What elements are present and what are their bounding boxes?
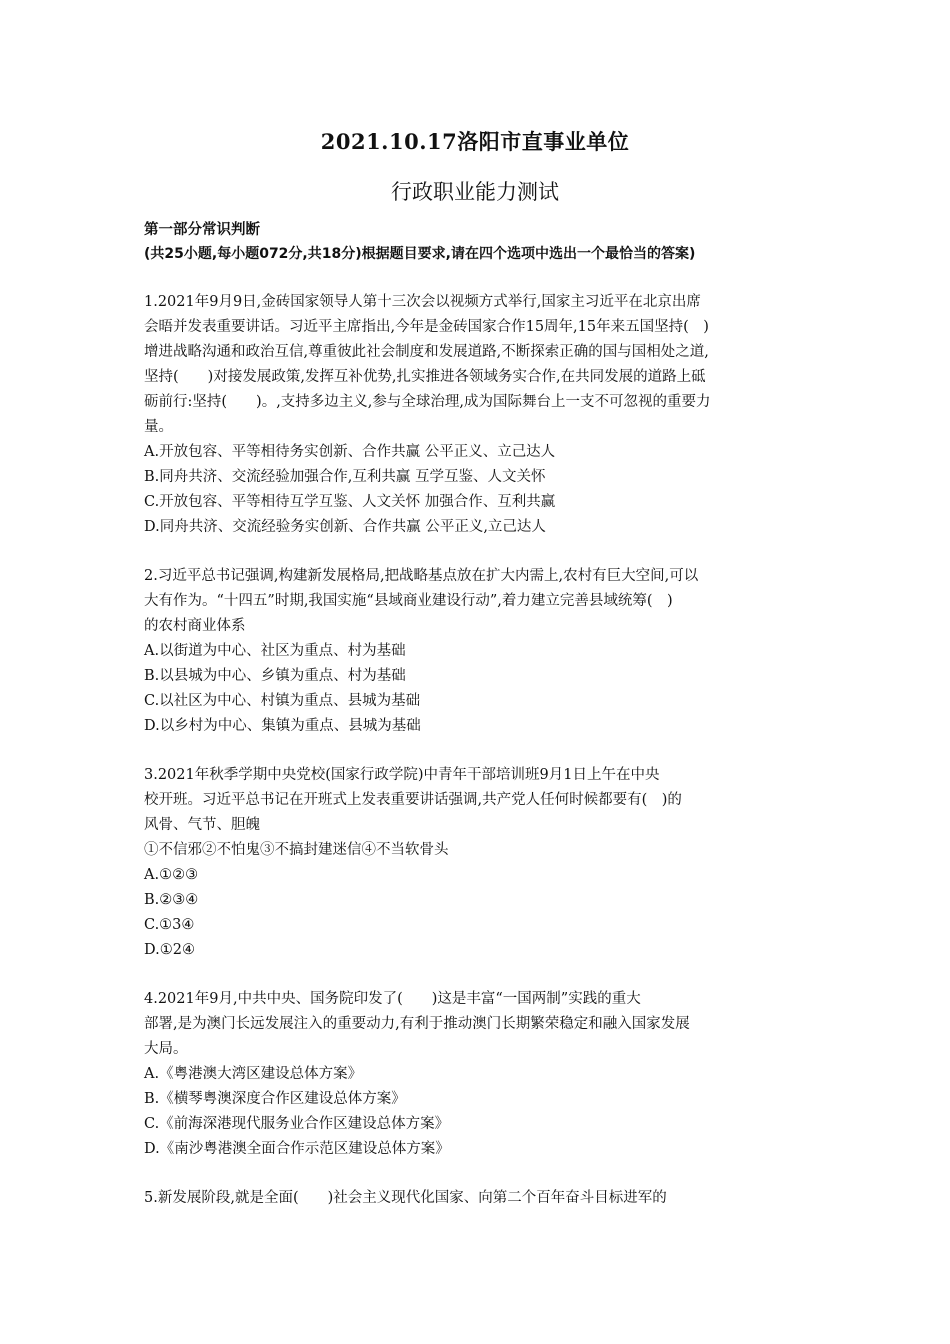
question-2-line-2: 大有作为。“十四五”时期,我国实施“县域商业建设行动”,着力建立完善县域统筹( ) [144, 593, 673, 609]
question-2-option-b: B.以县城为中心、乡镇为重点、村为基础 [144, 668, 406, 684]
question-1-option-a: A.开放包容、平等相待务实创新、合作共赢 公平正义、立己达人 [144, 444, 556, 460]
question-5-line-1: 5.新发展阶段,就是全面( )社会主义现代化国家、向第二个百年奋斗目标进军的 [144, 1190, 667, 1206]
question-1-line-5: 砺前行:坚持( )。,支持多边主义,参与全球治理,成为国际舞台上一支不可忽视的重要力 [144, 394, 711, 410]
question-1-line-4: 坚持( )对接发展政策,发挥互补优势,扎实推进各领域务实合作,在共同发展的道路上砥 [144, 369, 706, 385]
question-1-line-2: 会晤并发表重要讲话。习近平主席指出,今年是金砖国家合作15周年,15年来五国坚持( ) [144, 319, 709, 335]
question-1-option-b: B.同舟共济、交流经验加强合作,互利共赢 互学互鉴、人文关怀 [144, 469, 546, 485]
question-3-option-a: A.①②③ [144, 867, 199, 883]
question-4-line-1: 4.2021年9月,中共中央、国务院印发了( )这是丰富“一国两制”实践的重大 [144, 991, 641, 1007]
section-heading: 第一部分常识判断 [144, 222, 260, 238]
question-3-option-b: B.②③④ [144, 892, 199, 908]
question-2-line-1: 2.习近平总书记强调,构建新发展格局,把战略基点放在扩大内需上,农村有巨大空间,可以 [144, 568, 699, 584]
document-title: 2021.10.17洛阳市直事业单位 [320, 129, 630, 154]
question-2 [144, 564, 814, 739]
question-1-option-d: D.同舟共济、交流经验务实创新、合作共赢 公平正义,立己达人 [144, 519, 546, 535]
question-4 [144, 987, 814, 1162]
question-1-option-c: C.开放包容、平等相待互学互鉴、人文关怀 加强合作、互利共赢 [144, 494, 556, 510]
question-4-option-b: B.《横琴粤澳深度合作区建设总体方案》 [144, 1091, 406, 1107]
question-3-line-4: ①不信邪②不怕鬼③不搞封建迷信④不当软骨头 [144, 842, 449, 858]
question-2-line-3: 的农村商业体系 [144, 618, 246, 634]
question-3-line-1: 3.2021年秋季学期中央党校(国家行政学院)中青年干部培训班9月1日上午在中央 [144, 767, 660, 783]
question-list [144, 290, 814, 1235]
question-3-line-3: 风骨、气节、胆魄 [144, 817, 260, 833]
section-instructions: (共25小题,每小题072分,共18分)根据题目要求,请在四个选项中选出一个最恰当的答案) [144, 246, 696, 262]
question-4-line-2: 部署,是为澳门长远发展注入的重要动力,有利于推动澳门长期繁荣稳定和融入国家发展 [144, 1016, 690, 1032]
question-3-option-c: C.①3④ [144, 917, 195, 933]
question-4-option-a: A.《粤港澳大湾区建设总体方案》 [144, 1066, 363, 1082]
document-subtitle: 行政职业能力测试 [391, 180, 559, 204]
question-2-option-a: A.以街道为中心、社区为重点、村为基础 [144, 643, 406, 659]
question-4-line-3: 大局。 [144, 1041, 188, 1057]
question-2-option-c: C.以社区为中心、村镇为重点、县城为基础 [144, 693, 421, 709]
question-4-option-d: D.《南沙粤港澳全面合作示范区建设总体方案》 [144, 1141, 450, 1157]
question-1-line-3: 增进战略沟通和政治互信,尊重彼此社会制度和发展道路,不断探索正确的国与国相处之道, [144, 344, 709, 360]
question-1-line-6: 量。 [144, 419, 173, 435]
question-3 [144, 763, 814, 963]
question-3-line-2: 校开班。习近平总书记在开班式上发表重要讲话强调,共产党人任何时候都要有( )的 [144, 792, 682, 808]
question-3-option-d: D.①2④ [144, 942, 195, 958]
question-2-option-d: D.以乡村为中心、集镇为重点、县城为基础 [144, 718, 421, 734]
question-5 [144, 1186, 814, 1211]
question-1-line-1: 1.2021年9月9日,金砖国家领导人第十三次会以视频方式举行,国家主习近平在北京出席 [144, 294, 701, 310]
question-1 [144, 290, 814, 540]
question-4-option-c: C.《前海深港现代服务业合作区建设总体方案》 [144, 1116, 450, 1132]
